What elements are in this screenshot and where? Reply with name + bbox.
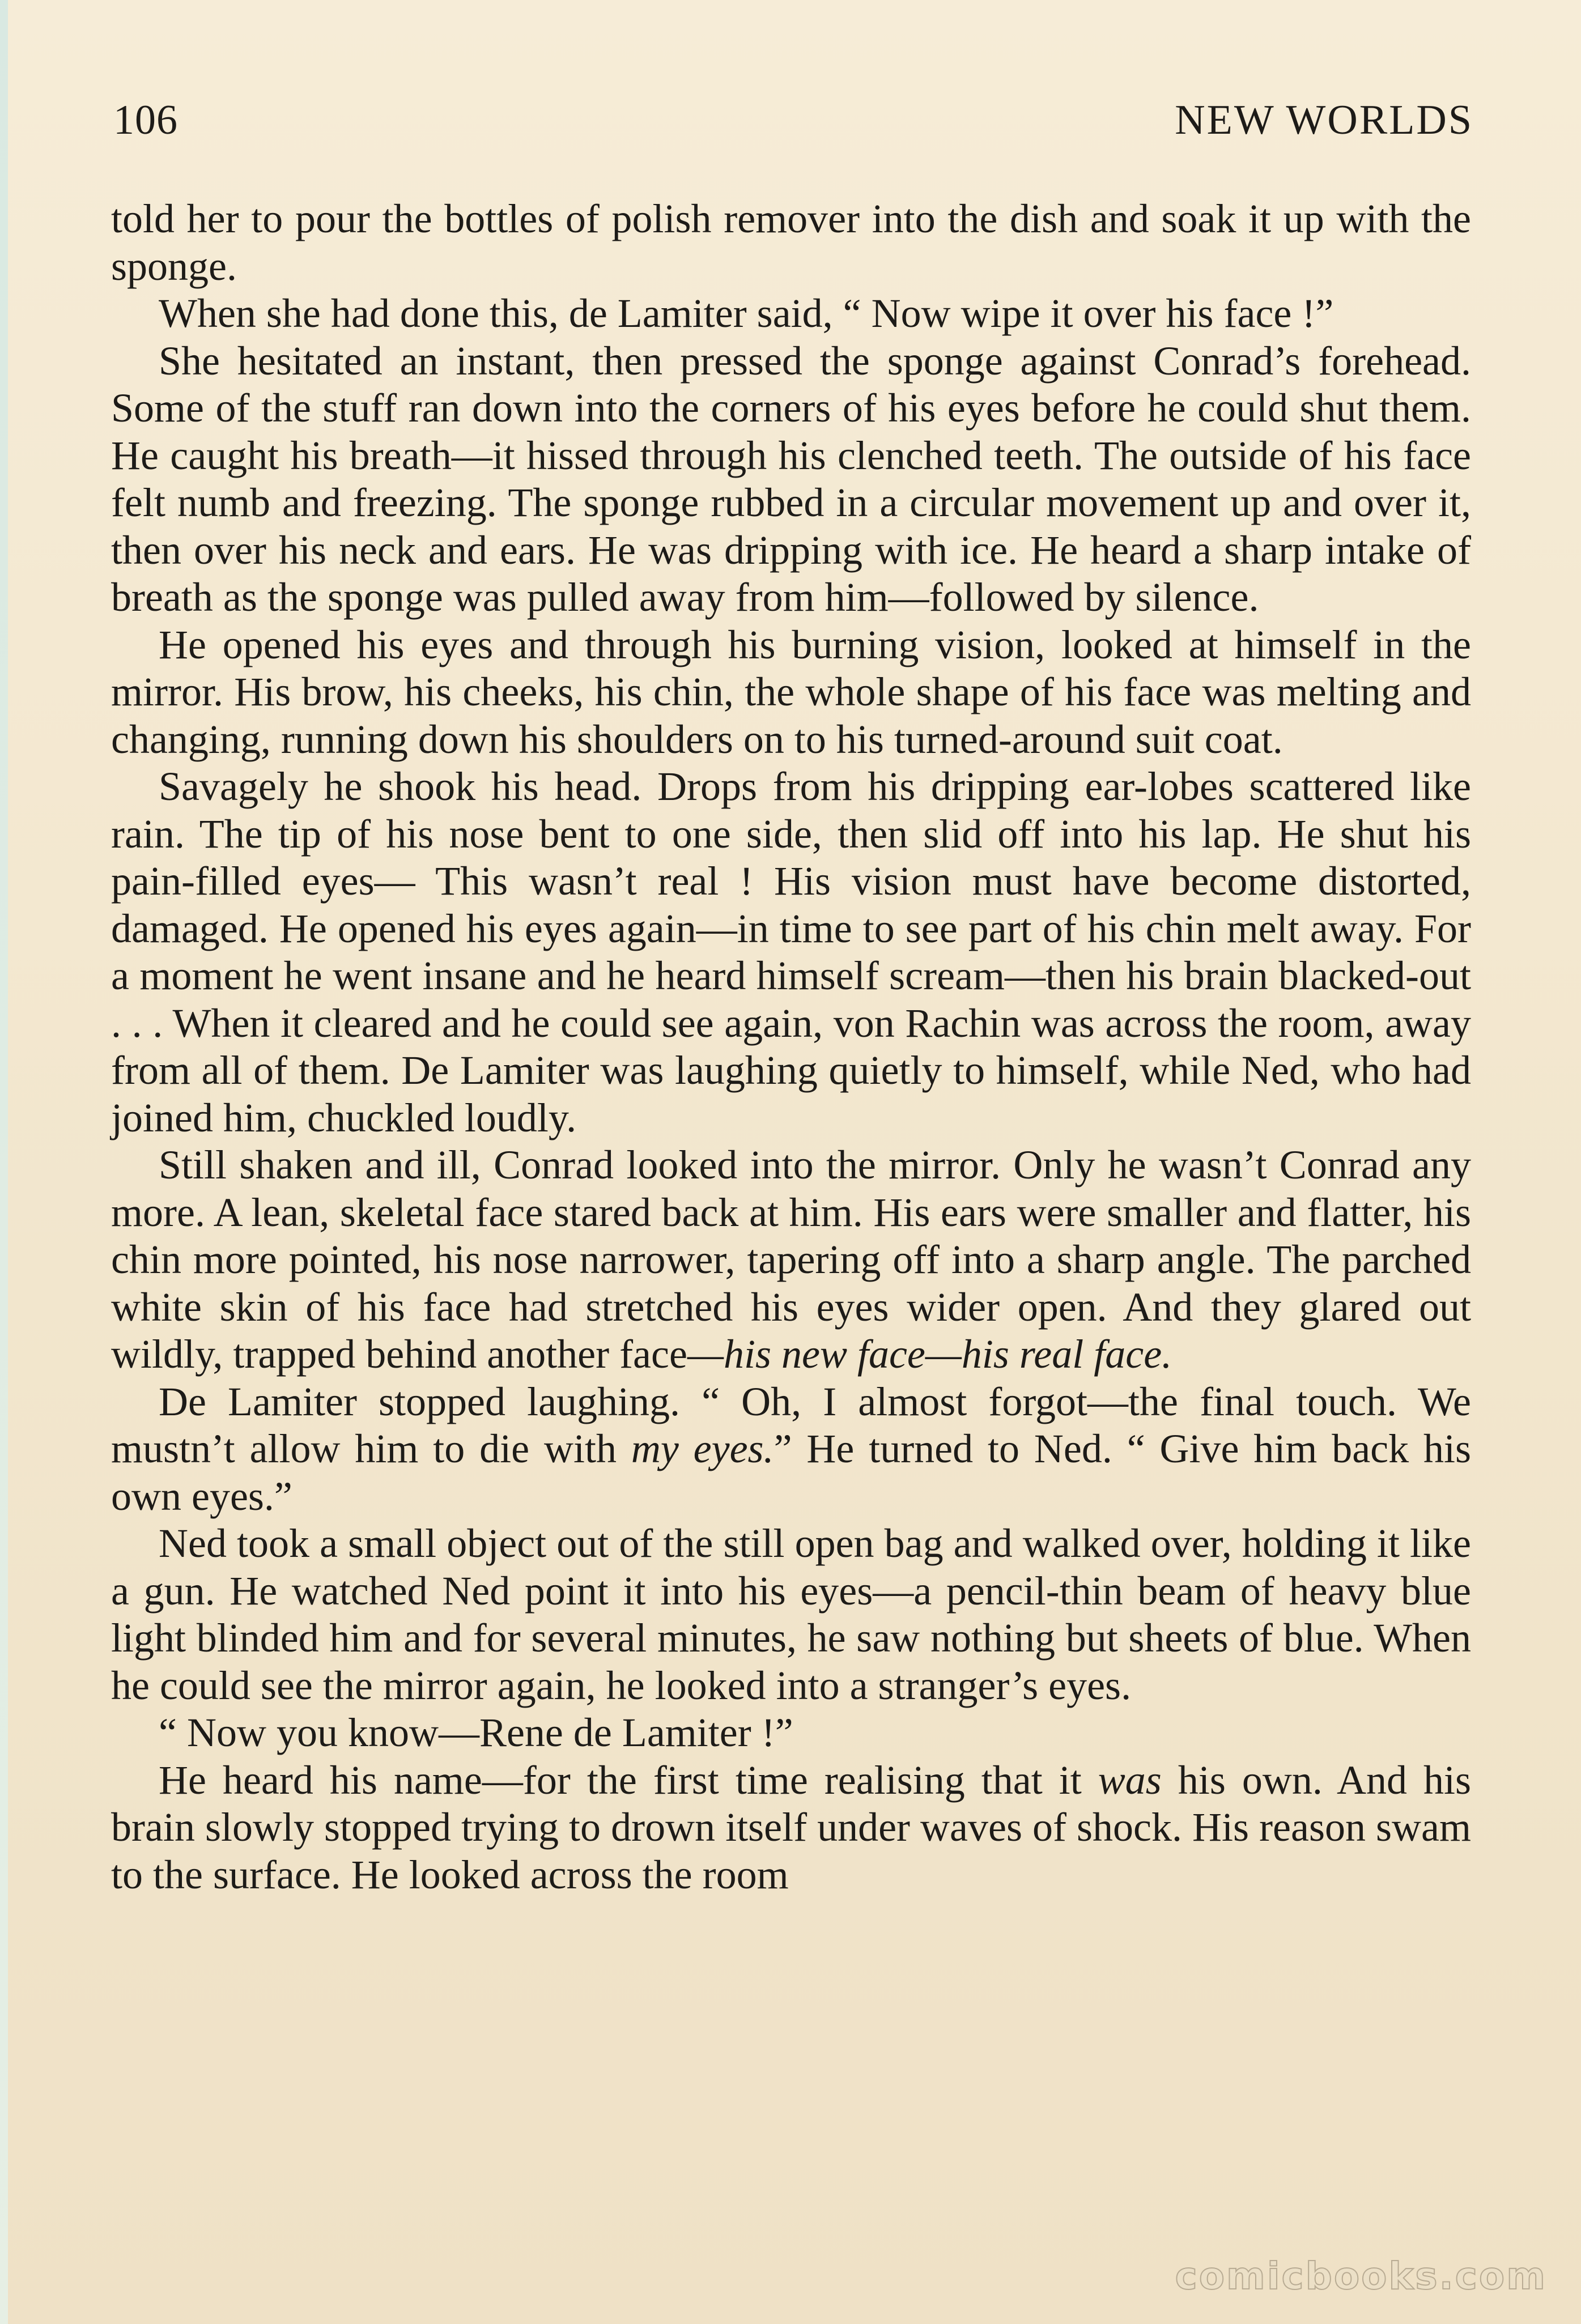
paragraph-7-italic: my eyes.	[631, 1426, 774, 1471]
paragraph-7	[111, 1378, 1471, 1521]
paragraph-4: He opened his eyes and through his burning vision, looked at himself in the mirror. His brow, his cheeks, his chin, the whole shape of his face was melting and changing, running down his shoulders on to his turned-around suit coat.	[111, 622, 1471, 762]
paragraph-10-italic: was	[1098, 1757, 1162, 1803]
paragraph-6-text: Still shaken and ill, Conrad looked into the mirror. Only he wasn’t Conrad any more. A lean, skeletal face stared back at him. His ears were smaller and flatter, his chin more pointed, his nose narrower, tapering off into a sharp angle. The parched white skin of his face had stretched his eyes wider open. And they glared out wildly, trapped behind another face	[111, 1142, 1471, 1377]
paragraph-6	[111, 1142, 1471, 1378]
page-header	[113, 96, 1473, 159]
paragraph-10-text-end: his own. And his brain slowly stopped trying to drown itself under waves of shock. His reason swam to the surface. He looked across the room	[111, 1757, 1471, 1897]
paragraph-5: Savagely he shook his head. Drops from his dripping ear-lobes scattered like rain. The tip of his nose bent to one side, then slid off into his lap. He shut his pain-filled eyes— This wasn’t real ! His vision must have become distorted, damaged. He opened his eyes again—in time to see part of his chin melt away. For a moment he went insane and he heard himself scream—then his brain blacked-out . . . When it cleared and he could see again, von Rachin was across the room, away from all of them. De Lamiter was laughing quietly to himself, while Ned, who had joined him, chuckled loudly.	[111, 764, 1471, 1140]
page-number: 106	[113, 97, 178, 143]
paragraph-3: She hesitated an instant, then pressed the sponge against Conrad’s forehead. Some of the stuff ran down into the corners of his eyes before he could shut them. He caught his breath—it hissed through his clenched teeth. The outside of his face felt numb and freezing. The sponge rubbed in a circular movement up and over it, then over his neck and ears. He was dripping with ice. He heard a sharp intake of breath as the sponge was pulled away from him—followed by silence.	[111, 338, 1471, 620]
paragraph-9: “ Now you know—Rene de Lamiter !”	[159, 1710, 793, 1755]
paragraph-10	[111, 1757, 1471, 1899]
paragraph-2: When she had done this, de Lamiter said, “ Now wipe it over his face !”	[159, 291, 1334, 336]
paragraph-7-text-start: De Lamiter stopped laughing. “ Oh, I almost forgot—the final touch. We mustn’t allow him to die with	[111, 1378, 1471, 1471]
story-text	[111, 195, 1471, 1899]
running-head: NEW WORLDS	[1175, 97, 1473, 143]
paragraph-8: Ned took a small object out of the still open bag and walked over, holding it like a gun. He watched Ned point it into his eyes—a pencil-thin beam of heavy blue light blinded him and for several minutes, he saw nothing but sheets of blue. When he could see the mirror again, he looked into a stranger’s eyes.	[111, 1521, 1471, 1708]
paragraph-10-text-start: He heard his name—for the first time realising that it	[159, 1757, 1098, 1803]
site-watermark: comicbooks.com	[1175, 2254, 1547, 2298]
paragraph-1: told her to pour the bottles of polish remover into the dish and soak it up with the sponge.	[111, 196, 1471, 289]
page-edge	[0, 0, 8, 2324]
paragraph-6-italic: —his new face—his real face.	[687, 1331, 1172, 1377]
paragraph-7-text-end: ” He turned to Ned. “ Give him back his own eyes.”	[111, 1426, 1472, 1519]
